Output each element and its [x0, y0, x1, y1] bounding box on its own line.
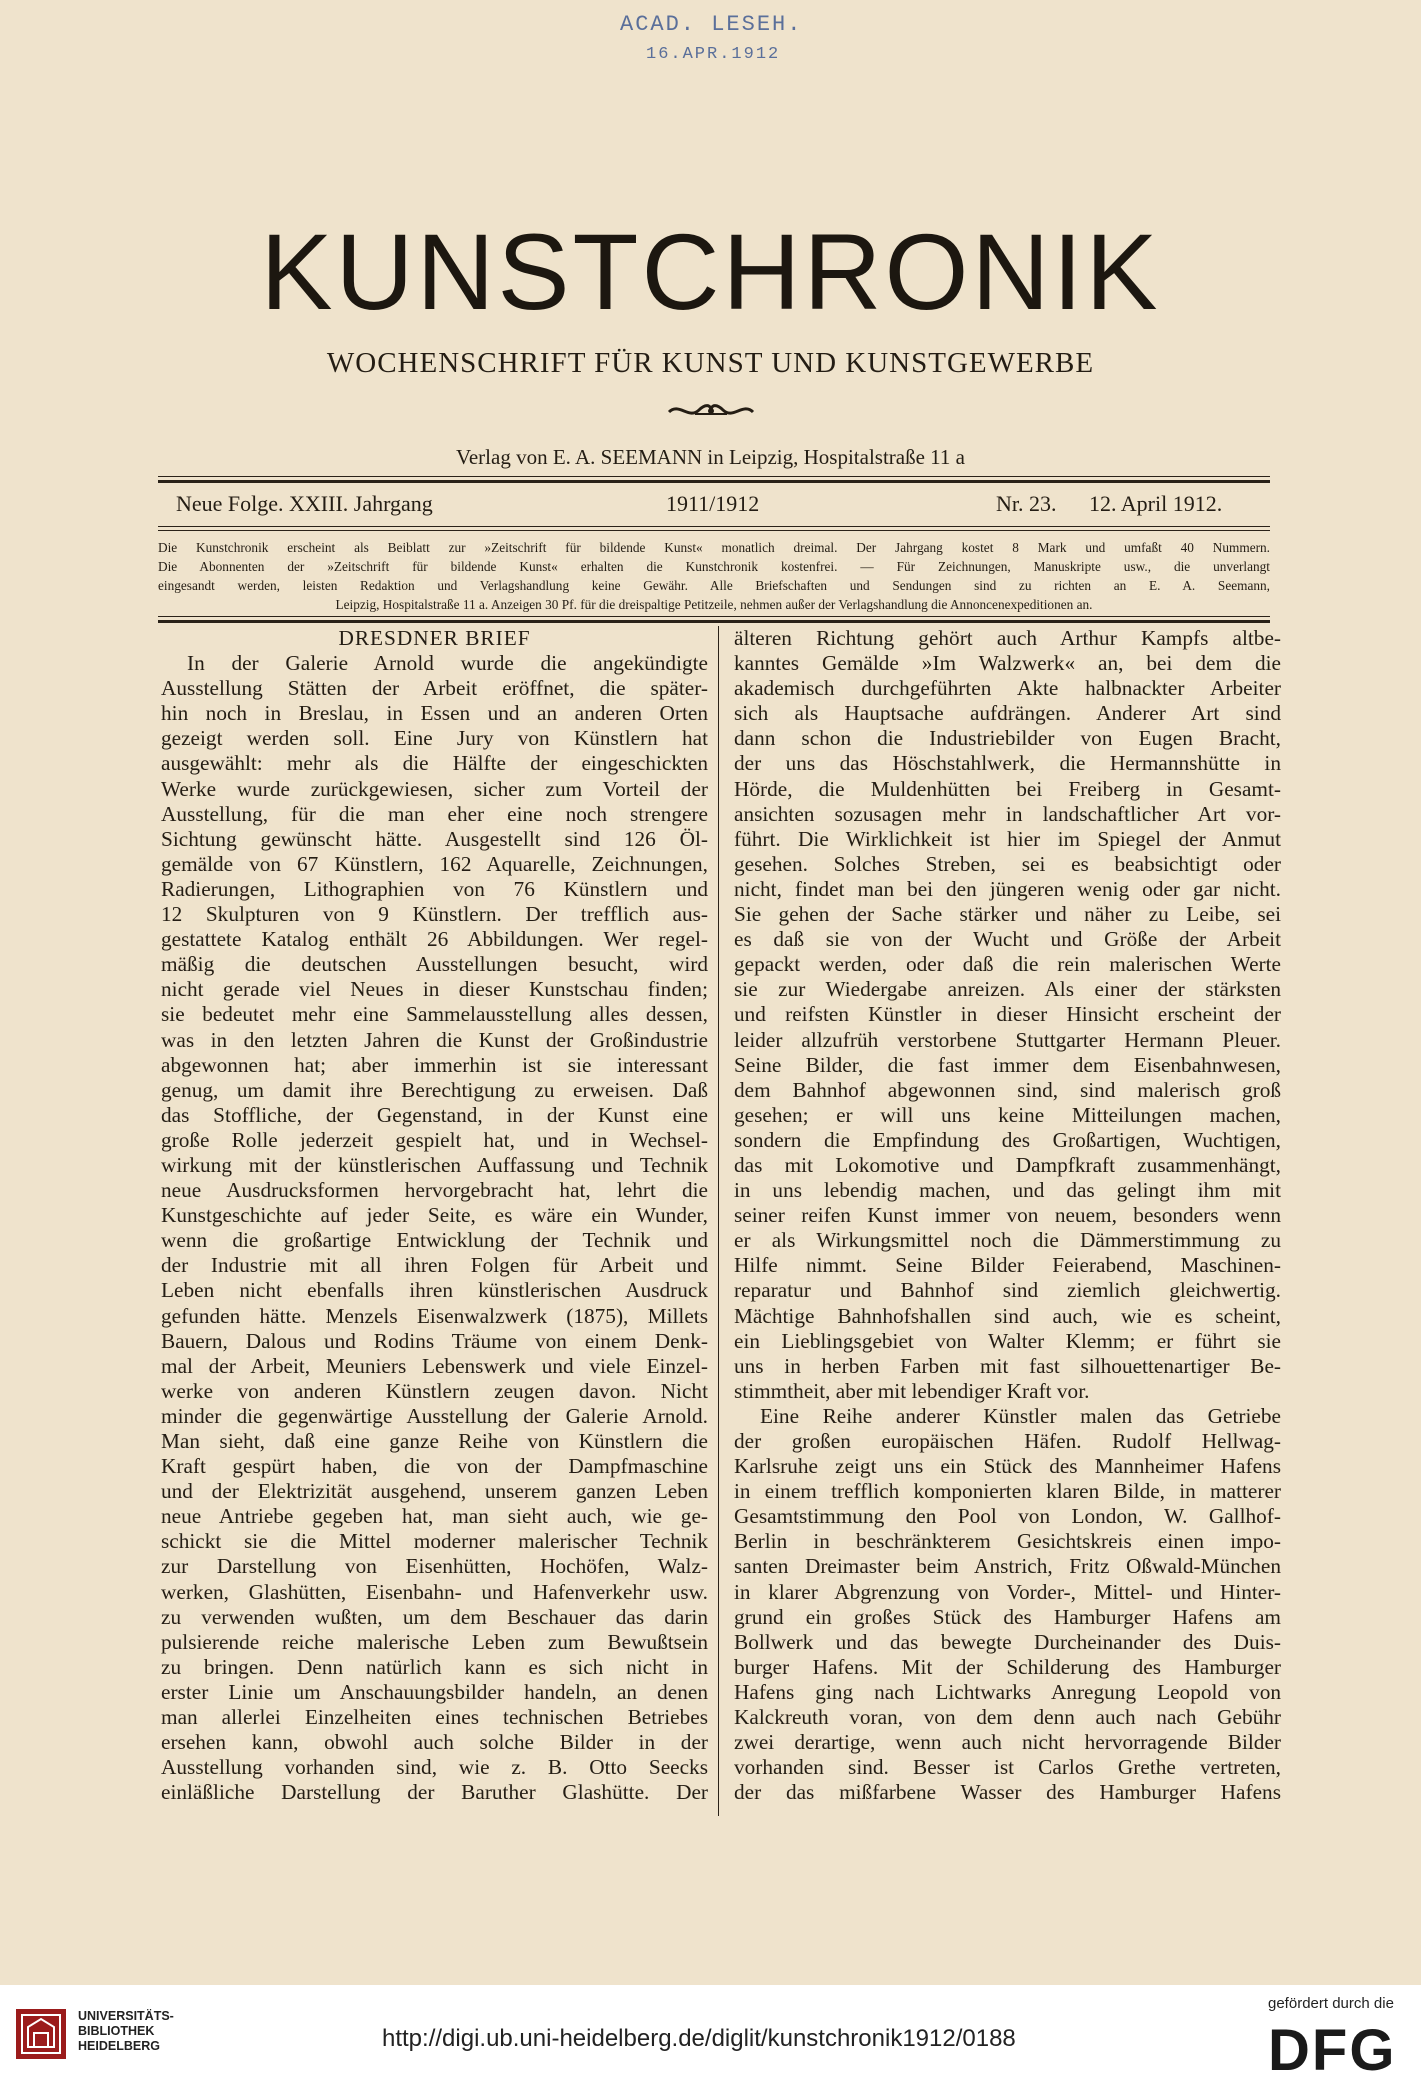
text-line: man allerlei Einzelheiten eines technischen Betriebes: [161, 1705, 708, 1730]
dfg-logo: DFG: [1268, 2018, 1397, 2083]
publisher-line: Verlag von E. A. SEEMANN in Leipzig, Hospitalstraße 11 a: [456, 445, 965, 469]
text-line: der uns das Höschstahlwerk, die Hermannshütte in: [734, 751, 1281, 776]
text-line: wenn die großartige Entwicklung der Technik und: [161, 1228, 708, 1253]
text-line: er als Wirkungsmittel noch die Dämmerstimmung zu: [734, 1228, 1281, 1253]
text-line: Sichtung gewünscht hätte. Ausgestellt sind 126 Öl-: [161, 826, 708, 851]
text-line: uns in herben Farben mit fast silhouettenartiger Be-: [734, 1353, 1281, 1378]
text-line: führt. Die Wirklichkeit ist hier im Spiegel der Anmut: [734, 826, 1281, 851]
text-line: einläßliche Darstellung der Baruther Glashütte. Der: [161, 1780, 708, 1805]
text-line: nicht gerade viel Neues in dieser Kunstschau finden;: [161, 977, 708, 1002]
issue-years: 1911/1912: [666, 491, 760, 516]
text-line: älteren Richtung gehört auch Arthur Kampfs altbe-: [734, 626, 1281, 650]
text-line: zu verwenden wußten, um dem Beschauer das darin: [161, 1604, 708, 1629]
article-heading: DRESDNER BRIEF: [338, 626, 531, 650]
text-line: In der Galerie Arnold wurde die angekündigte: [187, 651, 708, 676]
text-line: sondern die Empfindung des Großartigen, Wuchtigen,: [734, 1127, 1281, 1152]
text-line: wirkung mit der künstlerischen Auffassung und Technik: [161, 1152, 708, 1177]
text-line: santen Dreimaster beim Anstrich, Fritz Oßwald-München: [734, 1554, 1281, 1579]
column-divider: [718, 626, 719, 1816]
text-line: vorhanden sind. Besser ist Carlos Grethe vertreten,: [734, 1755, 1281, 1780]
library-name: [78, 2009, 174, 2054]
text-line: der das mißfarbene Wasser des Hamburger Hafens: [734, 1780, 1281, 1805]
text-line: burger Hafens. Mit der Schilderung des Hamburger: [734, 1654, 1281, 1679]
text-line: werke von anderen Künstlern zeugen davon. Nicht: [161, 1378, 708, 1403]
text-line: sich als Hauptsache aufdrängen. Anderer Art sind: [734, 701, 1281, 726]
library-name-line: BIBLIOTHEK: [78, 2024, 155, 2038]
issue-series: Neue Folge. XXIII. Jahrgang: [176, 491, 433, 516]
text-line: Seine Bilder, die fast immer dem Eisenbahnwesen,: [734, 1052, 1281, 1077]
text-line: Ausstellung Stätten der Arbeit eröffnet, die später-: [161, 676, 708, 701]
text-line: neue Ausdrucksformen hervorgebracht hat, lehrt die: [161, 1178, 708, 1203]
text-line: Ausstellung, für die man eher eine noch strengere: [161, 801, 708, 826]
text-line: gepackt werden, oder daß die rein malerischen Werte: [734, 952, 1281, 977]
text-line: Werke wurde zurückgewiesen, sicher zum Vorteil der: [161, 776, 708, 801]
text-line: mäßig die deutschen Ausstellungen besucht, wird: [161, 952, 708, 977]
notice-line: eingesandt werden, leisten Redaktion und Verlagshandlung keine Gewähr. Alle Briefschaften und Sendungen sind zu richten an E. A. Seemann,: [158, 578, 1270, 593]
text-line: neue Antriebe gegeben hat, man sieht auch, wie ge-: [161, 1504, 708, 1529]
library-stamp: [620, 10, 802, 70]
text-line: in uns lebendig machen, und das gelingt ihm mit: [734, 1178, 1281, 1203]
text-line: Eine Reihe anderer Künstler malen das Getriebe: [760, 1403, 1281, 1428]
source-url[interactable]: http://digi.ub.uni-heidelberg.de/diglit/kunstchronik1912/0188: [382, 2025, 1016, 2052]
text-line: pulsierende reiche malerische Leben zum Bewußtsein: [161, 1629, 708, 1654]
text-line: Berlin in beschränkterem Gesichtskreis einen impo-: [734, 1529, 1281, 1554]
text-line: nicht, findet man bei den jüngeren wenig oder gar nicht.: [734, 876, 1281, 901]
rule-top-2: [158, 480, 1270, 483]
text-line: kanntes Gemälde »Im Walzwerk« an, bei dem die: [734, 651, 1281, 676]
notice-line: Leipzig, Hospitalstraße 11 a. Anzeigen 30 Pf. für die dreispaltige Petitzeile, nehmen außer der Verlagshandlung die Annoncenexpeditionen an.: [335, 597, 1093, 612]
text-line: gesehen. Solches Streben, sei es beabsichtigt oder: [734, 851, 1281, 876]
footer-bar: [0, 1985, 1421, 2095]
text-line: gefunden hätte. Menzels Eisenwalzwerk (1875), Millets: [161, 1303, 708, 1328]
text-line: gesehen; er will uns keine Mitteilungen machen,: [734, 1102, 1281, 1127]
library-name-line: HEIDELBERG: [78, 2039, 160, 2053]
rule-bottom-1: [158, 616, 1270, 617]
text-line: grund ein großes Stück des Hamburger Hafens am: [734, 1604, 1281, 1629]
text-line: leider allzufrüh verstorbene Stuttgarter Hermann Pleuer.: [734, 1027, 1281, 1052]
text-line: Kalckreuth voran, von dem denn auch nach Gebühr: [734, 1705, 1281, 1730]
rule-bottom-2: [158, 620, 1270, 623]
article-column-right: [734, 626, 1281, 1805]
text-line: Karlsruhe zeigt uns ein Stück des Mannheimer Hafens: [734, 1454, 1281, 1479]
text-line: zwei derartige, wenn auch nicht hervorragende Bilder: [734, 1730, 1281, 1755]
text-line: Kunstgeschichte auf jeder Seite, es wäre ein Wunder,: [161, 1203, 708, 1228]
text-line: Hörde, die Muldenhütten bei Freiberg in Gesamt-: [734, 776, 1281, 801]
text-line: sie bedeutet mehr eine Sammelausstellung alles dessen,: [161, 1002, 708, 1027]
ornament-icon: [665, 398, 757, 424]
text-line: akademisch durchgeführten Akte halbnackter Arbeiter: [734, 676, 1281, 701]
text-line: stimmtheit, aber mit lebendiger Kraft vor.: [734, 1378, 1090, 1403]
notice-line: Die Kunstchronik erscheint als Beiblatt zur »Zeitschrift für bildende Kunst« monatlich dreimal. Der Jahrgang kostet 8 Mark und umfaßt 40 Nummern.: [158, 540, 1270, 555]
text-line: hin noch in Breslau, in Essen und an anderen Orten: [161, 701, 708, 726]
text-line: was in den letzten Jahren die Kunst der Großindustrie: [161, 1027, 708, 1052]
text-line: Hafens ging nach Lichtwarks Anregung Leopold von: [734, 1679, 1281, 1704]
text-line: und der Elektrizität ausgehend, unserem ganzen Leben: [161, 1479, 708, 1504]
text-line: gemälde von 67 Künstlern, 162 Aquarelle, Zeichnungen,: [161, 851, 708, 876]
text-line: dann schon die Industriebilder von Eugen Bracht,: [734, 726, 1281, 751]
subscription-notice: [158, 538, 1270, 614]
text-line: sie zur Wiedergabe anreizen. Als einer der stärksten: [734, 977, 1281, 1002]
text-line: ausgewählt: mehr als die Hälfte der eingeschickten: [161, 751, 708, 776]
text-line: in einem trefflich komponierten klaren Bilde, in matterer: [734, 1479, 1281, 1504]
text-line: zu bringen. Denn natürlich kann es sich nicht in: [161, 1654, 708, 1679]
text-line: das Stoffliche, der Gegenstand, in der Kunst eine: [161, 1102, 708, 1127]
text-line: minder die gegenwärtige Ausstellung der Galerie Arnold.: [161, 1403, 708, 1428]
library-name-line: UNIVERSITÄTS-: [78, 2009, 174, 2023]
text-line: in klarer Abgrenzung von Vorder-, Mittel- und Hinter-: [734, 1579, 1281, 1604]
text-line: Kraft gespürt haben, die von der Dampfmaschine: [161, 1454, 708, 1479]
text-line: mal der Arbeit, Meuniers Lebenswerk und viele Einzel-: [161, 1353, 708, 1378]
text-line: Bollwerk und das bewegte Durcheinander des Duis-: [734, 1629, 1281, 1654]
stamp-date: 16.APR.1912: [646, 45, 781, 64]
text-line: Sie gehen der Sache stärker und näher zu Leibe, sei: [734, 902, 1281, 927]
text-line: 12 Skulpturen von 9 Künstlern. Der trefflich aus-: [161, 902, 708, 927]
university-seal-icon: [14, 2007, 68, 2061]
stamp-line-1: ACAD. LESEH.: [620, 12, 803, 37]
text-line: große Rolle jederzeit gespielt hat, und in Wechsel-: [161, 1127, 708, 1152]
text-line: Radierungen, Lithographien von 76 Künstlern und: [161, 876, 708, 901]
text-line: ansichten sozusagen mehr in landschaftlicher Art vor-: [734, 801, 1281, 826]
sponsor-label: gefördert durch die: [1268, 1995, 1394, 2012]
masthead-title: KUNSTCHRONIK: [260, 211, 1161, 332]
text-line: zur Darstellung von Eisenhütten, Hochöfen, Walz-: [161, 1554, 708, 1579]
article-column-left: [161, 626, 708, 1805]
text-line: und reifsten Künstler in dieser Hinsicht erscheint der: [734, 1002, 1281, 1027]
rule-mid-1: [158, 526, 1270, 527]
text-line: genug, um damit ihre Berechtigung zu erweisen. Daß: [161, 1077, 708, 1102]
issue-number: Nr. 23.: [996, 491, 1057, 516]
text-line: dem Bahnhof abgewonnen sind, sind malerisch groß: [734, 1077, 1281, 1102]
text-line: Bauern, Dalous und Rodins Träume von einem Denk-: [161, 1328, 708, 1353]
text-line: ersehen kann, obwohl auch solche Bilder in der: [161, 1730, 708, 1755]
masthead-subtitle: WOCHENSCHRIFT FÜR KUNST UND KUNSTGEWERBE: [326, 347, 1095, 379]
text-line: seiner reifen Kunst immer von neuem, besonders wenn: [734, 1203, 1281, 1228]
text-line: Leben nicht ebenfalls ihren künstlerischen Ausdruck: [161, 1278, 708, 1303]
text-line: der großen europäischen Häfen. Rudolf Hellwag-: [734, 1429, 1281, 1453]
text-line: werken, Glashütten, Eisenbahn- und Hafenverkehr usw.: [161, 1579, 708, 1604]
text-line: Gesamtstimmung den Pool von London, W. Gallhof-: [734, 1504, 1281, 1529]
text-line: gestattete Katalog enthält 26 Abbildungen. Wer regel-: [161, 927, 708, 952]
text-line: schickt sie die Mittel moderner malerischer Technik: [161, 1529, 708, 1554]
rule-mid-2: [158, 530, 1270, 531]
rule-top-1: [158, 476, 1270, 477]
text-line: ein Lieblingsgebiet von Walter Klemm; er führt sie: [734, 1328, 1281, 1353]
text-line: reparatur und Bahnhof sind ziemlich gleichwertig.: [734, 1278, 1281, 1303]
text-line: erster Linie um Anschauungsbilder handeln, an denen: [161, 1679, 708, 1704]
text-line: Hilfe nimmt. Seine Bilder Feierabend, Maschinen-: [734, 1253, 1281, 1278]
text-line: Ausstellung vorhanden sind, wie z. B. Otto Seecks: [161, 1755, 708, 1780]
text-line: es daß sie von der Wucht und Größe der Arbeit: [734, 927, 1281, 952]
text-line: der Industrie mit all ihren Folgen für Arbeit und: [161, 1253, 708, 1278]
text-line: abgewonnen hat; aber immerhin ist sie interessant: [161, 1052, 708, 1077]
text-line: das mit Lokomotive und Dampfkraft zusammenhängt,: [734, 1152, 1281, 1177]
notice-line: Die Abonnenten der »Zeitschrift für bildende Kunst« erhalten die Kunstchronik kostenfrei. — Für Zeichnungen, Manuskripte usw., die unverlangt: [158, 559, 1270, 574]
text-line: Mächtige Bahnhofshallen sind auch, wie es scheint,: [734, 1303, 1281, 1328]
text-line: gezeigt werden soll. Eine Jury von Künstlern hat: [161, 726, 708, 751]
text-line: Man sieht, daß eine ganze Reihe von Künstlern die: [161, 1429, 708, 1453]
issue-date: 12. April 1912.: [1089, 491, 1223, 516]
